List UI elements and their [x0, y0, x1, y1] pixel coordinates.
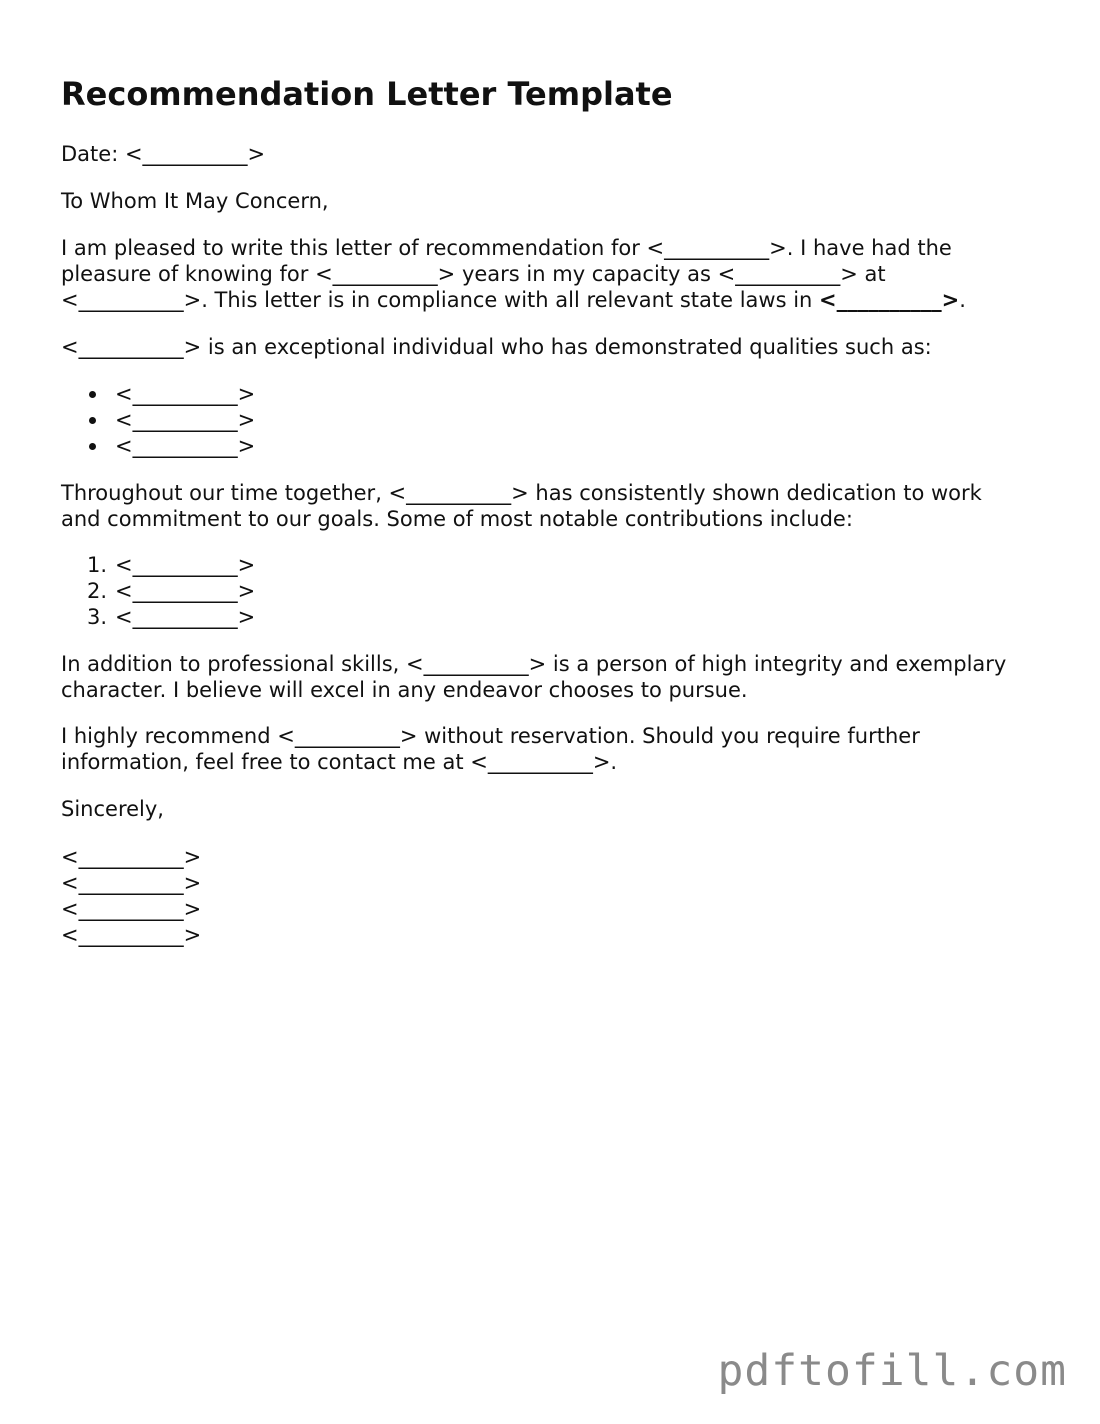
contribution-field: <__________>	[115, 579, 256, 603]
closing-paragraph	[61, 723, 1041, 775]
signature-field: <__________>	[61, 845, 202, 869]
qualities-intro-text: <__________> is an exceptional individual who has demonstrated qualities such as:	[61, 335, 932, 359]
list-number: 1.	[87, 553, 108, 577]
salutation	[61, 188, 1041, 214]
quality-field: <__________>	[115, 382, 256, 406]
quality-field: <__________>	[115, 408, 256, 432]
sign-off-text: Sincerely,	[61, 797, 164, 821]
bullet-icon	[89, 443, 96, 450]
page-title: Recommendation Letter Template	[61, 75, 673, 113]
character-line-2: character. I believe will excel in any endeavor chooses to pursue.	[61, 678, 748, 702]
bullet-icon	[89, 417, 96, 424]
dedication-line-2: and commitment to our goals. Some of most notable contributions include:	[61, 507, 853, 531]
list-number: 2.	[87, 579, 108, 603]
date-line	[61, 141, 1041, 167]
state-field: <__________>	[819, 288, 960, 312]
date-text: Date: <__________>	[61, 142, 266, 166]
contribution-field: <__________>	[115, 553, 256, 577]
intro-line-2: pleasure of knowing for <__________> years in my capacity as <__________> at	[61, 262, 886, 286]
intro-line-1: I am pleased to write this letter of recommendation for <__________>. I have had the	[61, 236, 952, 260]
qualities-intro	[61, 334, 1041, 360]
signature-field: <__________>	[61, 871, 202, 895]
intro-line-3	[61, 287, 1041, 313]
intro-line-3-suffix: .	[959, 288, 966, 312]
closing-line-1: I highly recommend <__________> without reservation. Should you require further	[61, 724, 920, 748]
sign-off	[61, 796, 1041, 822]
character-line-1: In addition to professional skills, <__________> is a person of high integrity and exemplary	[61, 652, 1007, 676]
intro-line-3-prefix: <__________>. This letter is in compliance with all relevant state laws in	[61, 288, 820, 312]
signature-block	[61, 844, 1041, 948]
bullet-icon	[89, 391, 96, 398]
dedication-line-1: Throughout our time together, <__________> has consistently shown dedication to work	[61, 481, 982, 505]
list-number: 3.	[87, 605, 108, 629]
watermark: pdftofill.com	[717, 1346, 1067, 1396]
contribution-field: <__________>	[115, 605, 256, 629]
character-paragraph	[61, 651, 1041, 703]
quality-field: <__________>	[115, 434, 256, 458]
signature-field: <__________>	[61, 897, 202, 921]
closing-line-2: information, feel free to contact me at <__________>.	[61, 750, 618, 774]
signature-field: <__________>	[61, 923, 202, 947]
intro-paragraph	[61, 235, 1041, 313]
salutation-text: To Whom It May Concern,	[61, 189, 329, 213]
dedication-paragraph	[61, 480, 1041, 532]
